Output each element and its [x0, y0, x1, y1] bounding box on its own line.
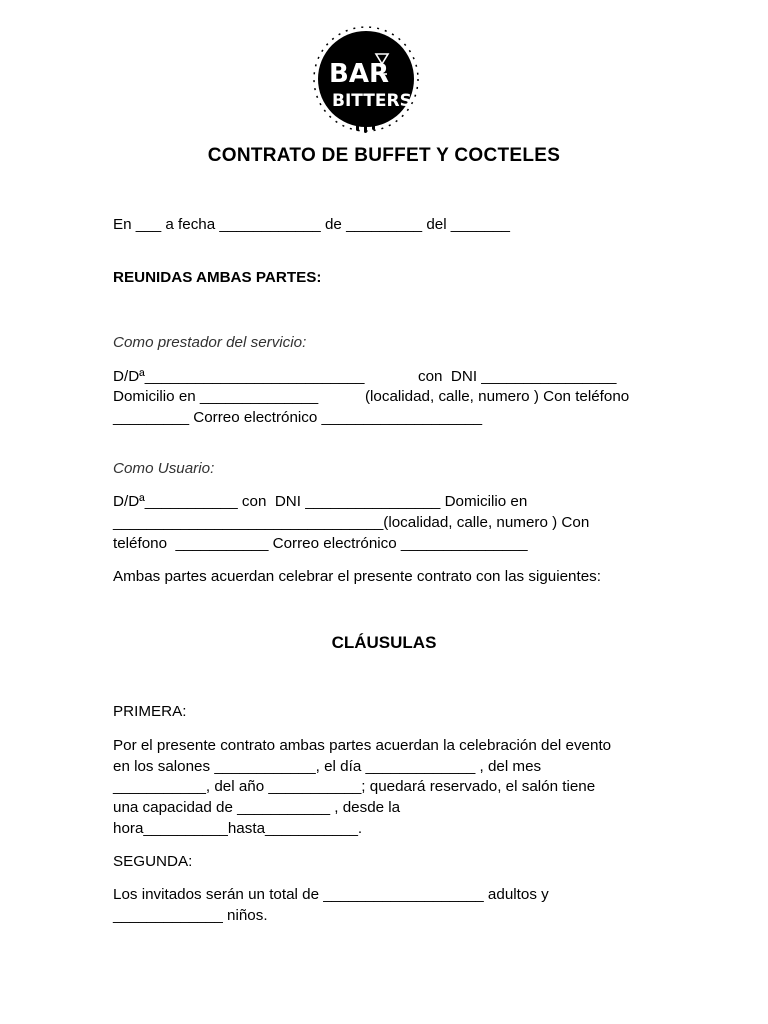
segunda-label: SEGUNDA: — [113, 853, 193, 870]
segunda-line: Los invitados serán un total de ___________________ adultos y — [113, 886, 549, 903]
user-line-3: teléfono ___________ Correo electrónico _______________ — [113, 535, 528, 552]
provider-line-1a: D/Dª__________________________ — [113, 368, 365, 385]
primera-line: hora__________hasta___________. — [113, 820, 363, 837]
date-line: En ___ a fecha ____________ de _________ del _______ — [113, 216, 510, 233]
clausulas-heading: CLÁUSULAS — [331, 633, 437, 652]
user-label: Como Usuario: — [113, 460, 215, 477]
primera-line: en los salones ____________, el día _____________ , del mes — [113, 758, 542, 775]
agreement-text: Ambas partes acuerdan celebrar el presente contrato con las siguientes: — [113, 568, 601, 585]
primera-line: una capacidad de ___________ , desde la — [113, 799, 401, 816]
user-line-2: ________________________________(localidad, calle, numero ) Con — [113, 514, 590, 531]
primera-line: Por el presente contrato ambas partes acuerdan la celebración del evento — [113, 737, 612, 754]
bar-bitters-logo — [312, 24, 420, 134]
provider-line-2b: (localidad, calle, numero ) Con teléfono — [365, 388, 630, 405]
user-line-1: D/Dª___________ con DNI ________________ Domicilio en — [113, 493, 528, 510]
provider-label: Como prestador del servicio: — [113, 334, 307, 351]
segunda-line: _____________ niños. — [113, 907, 268, 924]
primera-line: ___________, del año ___________; quedará reservado, el salón tiene — [113, 778, 596, 795]
logo-letter-b: BAR — [329, 59, 389, 89]
provider-line-1b: con DNI ________________ — [418, 368, 617, 385]
logo-bitters-text: BITTERS — [332, 91, 412, 111]
provider-line-2a: Domicilio en ______________ — [113, 388, 319, 405]
page-title: CONTRATO DE BUFFET Y COCTELES — [207, 145, 561, 166]
primera-label: PRIMERA: — [113, 703, 187, 720]
parties-heading: REUNIDAS AMBAS PARTES: — [113, 269, 322, 286]
provider-line-3: _________ Correo electrónico ___________________ — [113, 409, 483, 426]
